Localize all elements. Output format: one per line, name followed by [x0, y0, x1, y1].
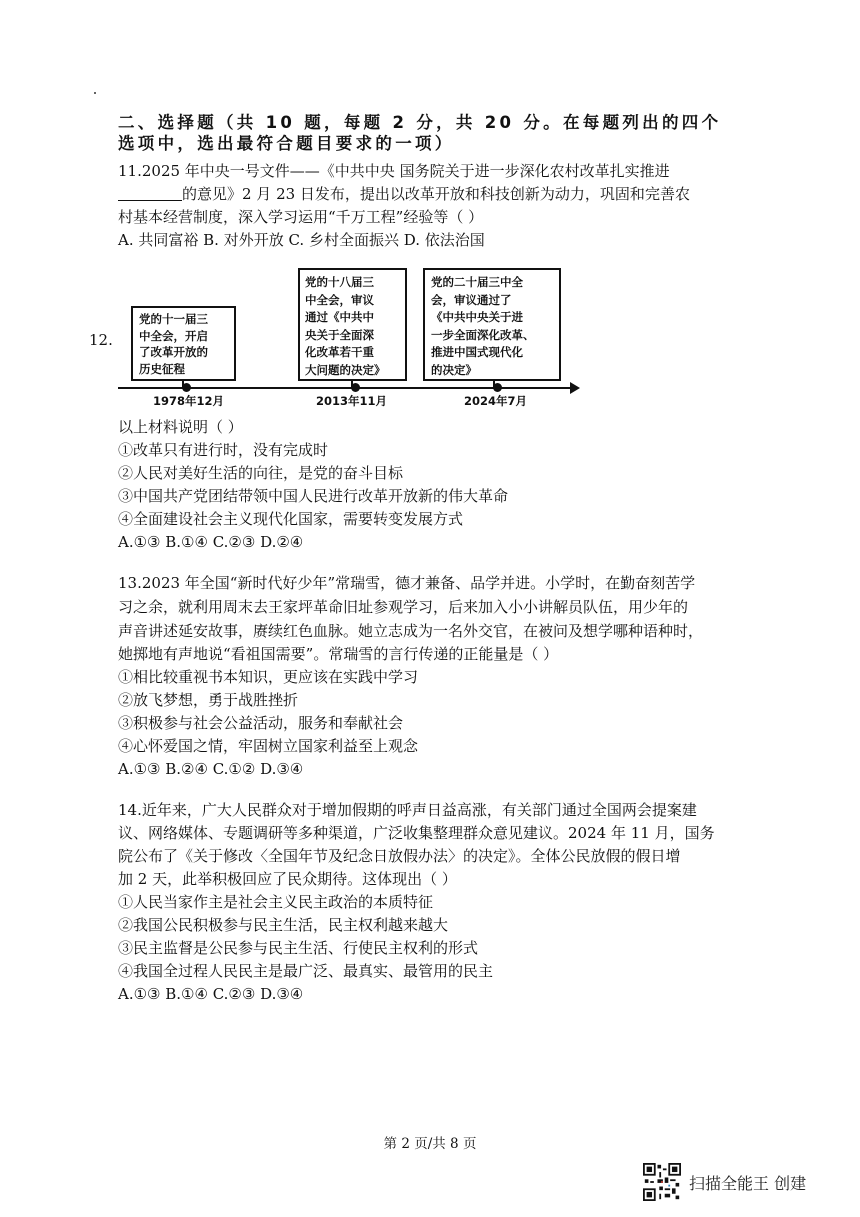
q14-item: ①人民当家作主是社会主义民主政治的本质特征 — [118, 893, 434, 911]
q14-options: A.①③ B.①④ C.②③ D.③④ — [118, 985, 304, 1003]
q13-item: ④心怀爱国之情，牢固树立国家利益至上观念 — [118, 737, 419, 755]
section-title: 二、选择题（共 10 题，每题 2 分，共 20 分。在每题列出的四个选项中，选出最符合题目要求的一项） — [118, 113, 722, 153]
q13-line4: 她掷地有声地说“看祖国需要”。常瑞雪的言行传递的正能量是（ ） — [118, 645, 559, 663]
timeline-arrow-icon — [570, 382, 580, 394]
q14-line1: 14.近年来，广大人民群众对于增加假期的呼声日益高涨，有关部门通过全国两会提案建 — [118, 801, 697, 819]
q14-line2: 议、网络媒体、专题调研等多种渠道，广泛收集整理群众意见建议。2024 年 11 月，国务 — [118, 824, 715, 842]
timeline-dot — [351, 383, 360, 392]
q12-number: 12. — [89, 331, 113, 349]
q12-item: ②人民对美好生活的向往，是党的奋斗目标 — [118, 464, 404, 482]
q13-item: ①相比较重视书本知识，更应该在实践中学习 — [118, 668, 419, 686]
q13-item: ②放飞梦想，勇于战胜挫折 — [118, 691, 299, 709]
timeline-box-2024 — [423, 268, 561, 381]
box3-line: 推进中国式现代化 — [431, 345, 523, 359]
q12-item: ③中国共产党团结带领中国人民进行改革开放新的伟大革命 — [118, 487, 509, 505]
box3-line: 党的二十届三中全 — [431, 275, 523, 289]
q13-line2: 习之余，就利用周末去王家坪革命旧址参观学习，后来加入小小讲解员队伍，用少年的 — [118, 598, 689, 616]
box3-line: 《中共中央关于进 — [431, 310, 523, 324]
qr-code-icon — [643, 1163, 681, 1201]
q14-line4: 加 2 天，此举积极回应了民众期待。这体现出（ ） — [118, 870, 457, 888]
box2-line: 通过《中共中 — [305, 310, 374, 324]
q11-line2: 的意见》2 月 23 日发布，提出以改革开放和科技创新为动力，巩固和完善农 — [182, 185, 690, 203]
box1-line: 了改革开放的 — [139, 345, 208, 359]
q13-item: ③积极参与社会公益活动，服务和奉献社会 — [118, 714, 404, 732]
box2-line: 中全会，审议 — [305, 292, 374, 307]
box3-line: 的决定》 — [431, 362, 477, 377]
q14-item: ②我国公民积极参与民主生活，民主权利越来越大 — [118, 916, 449, 934]
box2-line: 党的十八届三 — [305, 275, 374, 289]
box3-line: 会，审议通过了 — [431, 292, 512, 307]
q12-stem: 以上材料说明（ ） — [118, 418, 243, 436]
date-label: 2024年7月 — [464, 394, 528, 408]
q13-line1: 13.2023 年全国“新时代好少年”常瑞雪，德才兼备、品学并进。小学时，在勤奋刻苦学 — [118, 574, 696, 592]
timeline-box-1978 — [131, 306, 236, 381]
page-number: 第 2 页/共 8 页 — [383, 1136, 477, 1152]
date-label: 1978年12月 — [153, 394, 225, 408]
q13-line3: 声音讲述延安故事，赓续红色血脉。她立志成为一名外交官，在被问及想学哪种语种时， — [118, 622, 704, 640]
date-label: 2013年11月 — [316, 394, 388, 408]
q11-blank — [118, 185, 182, 201]
q14-line3: 院公布了《关于修改〈全国年节及纪念日放假办法〉的决定》。全体公民放假的假日增 — [118, 847, 681, 865]
timeline-dot — [182, 383, 191, 392]
q11-line1: 11.2025 年中央一号文件——《中共中央 国务院关于进一步深化农村改革扎实推进 — [118, 162, 670, 180]
scanner-watermark — [643, 1162, 806, 1202]
q14-item: ③民主监督是公民参与民主生活、行使民主权利的形式 — [118, 939, 479, 957]
scanner-watermark-text: 扫描全能王 创建 — [689, 1173, 807, 1193]
box1-line: 中全会，开启 — [139, 328, 208, 343]
q12-item: ④全面建设社会主义现代化国家，需要转变发展方式 — [118, 510, 464, 528]
q11-options: A. 共同富裕 B. 对外开放 C. 乡村全面振兴 D. 依法治国 — [118, 231, 485, 249]
box2-line: 大问题的决定》 — [305, 362, 386, 377]
box2-line: 化改革若干重 — [305, 345, 374, 359]
q12-options: A.①③ B.①④ C.②③ D.②④ — [118, 533, 304, 551]
box1-line: 党的十一届三 — [139, 312, 208, 326]
q13-options: A.①③ B.②④ C.①② D.③④ — [118, 760, 304, 778]
q11-line3: 村基本经营制度，深入学习运用“千万工程”经验等（ ） — [118, 208, 484, 226]
q14-item: ④我国全过程人民民主是最广泛、最真实、最管用的民主 — [118, 962, 494, 980]
timeline-box-2013 — [298, 268, 407, 381]
q11-line2-wrap — [118, 183, 690, 205]
box3-line: 一步全面深化改革、 — [431, 327, 535, 342]
q12-item: ①改革只有进行时，没有完成时 — [118, 441, 329, 459]
timeline-dot — [493, 383, 502, 392]
scan-speck — [94, 92, 96, 94]
box1-line: 历史征程 — [139, 361, 185, 376]
box2-line: 央关于全面深 — [305, 327, 374, 342]
